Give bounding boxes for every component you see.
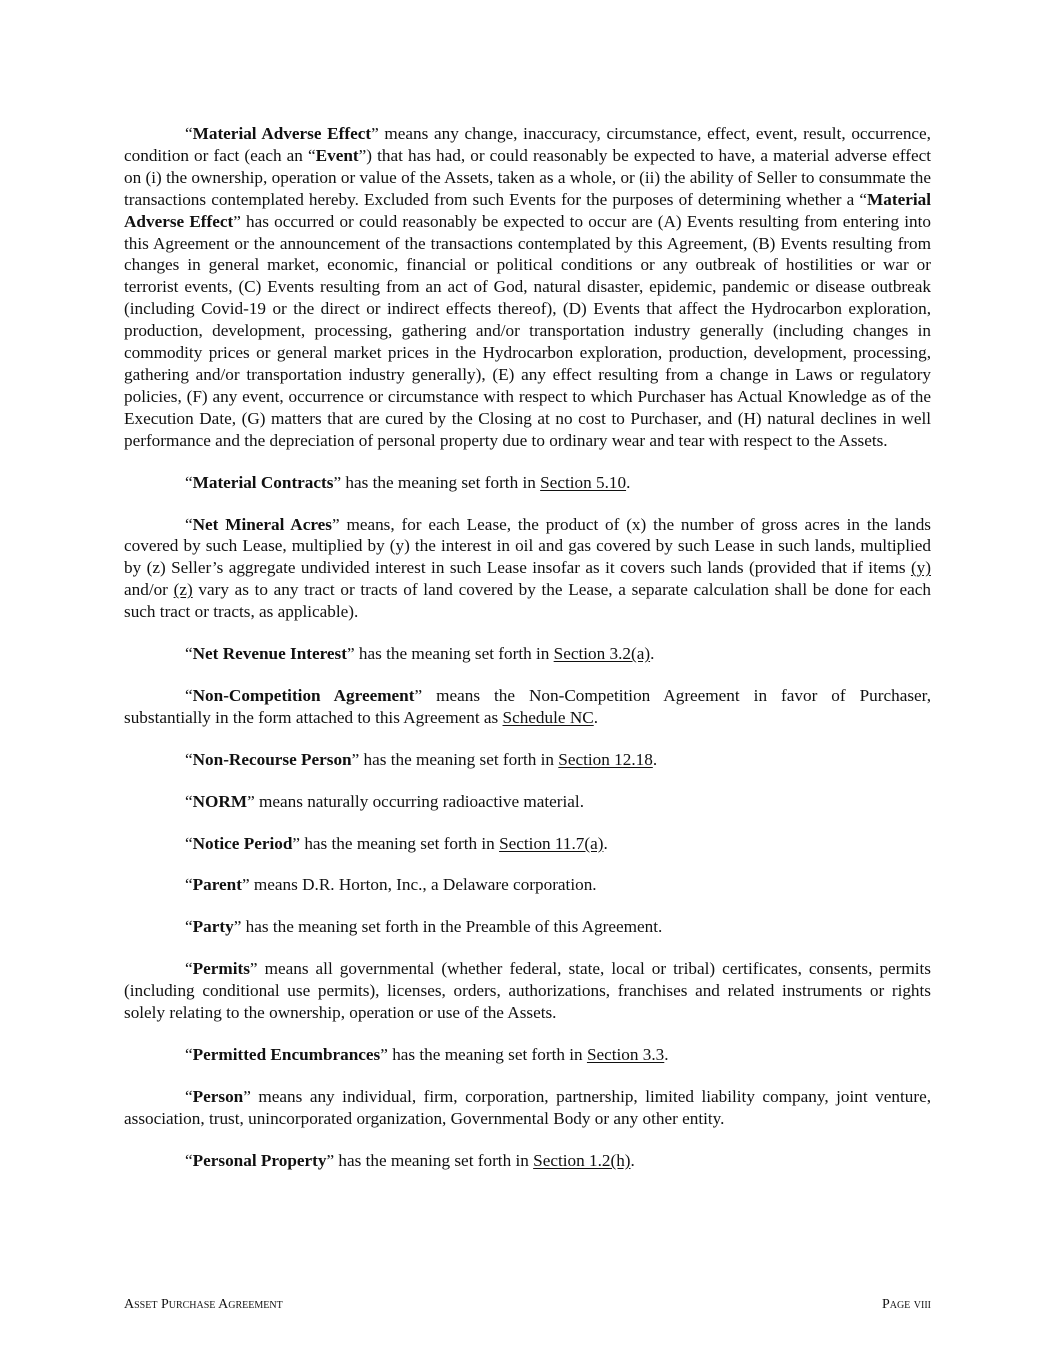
defined-term: Party [192,917,234,937]
defined-term: Material Adverse Effect [192,124,372,143]
defined-term: Non-Competition Agreement [192,685,415,705]
defined-term: Person [192,1086,244,1106]
definition-text: means naturally occurring radioactive material. [259,791,584,811]
definition-text: means D.R. Horton, Inc., a Delaware corporation. [253,875,597,895]
definition-text: means all governmental (whether federal, state, local or tribal) certificates, consents, permits (including conditional use permits), licenses, orders, authorizations, franchises and related instruments or rights solely relating to the ownership, operation or use of the Assets. [124,959,931,1023]
definition-text: . [593,707,598,727]
cross-reference-link: Section 11.7(a) [499,833,604,853]
document-page [124,123,931,1192]
defined-term: Net Revenue Interest [192,644,347,664]
definition-text: has the meaning set forth in [363,749,559,769]
defined-term: NORM [192,791,248,811]
definition-text: ” has occurred or could reasonably be expected to occur are (A) Events resulting from entering into this Agreement or the announcement of the transactions contemplated by this Agreement, (B) Events resulting from changes in general market, economic, financial or political conditions or any outbreak of hostilities or war or terrorist events, (C) Events resulting from an act of God, natural disaster, epidemic, pandemic or disease outbreak (including Covid-19 or the direct or indirect effects thereof), (D) Events that affect the Hydrocarbon exploration, production, development, processing, gathering and/or transportation industry generally (including changes in commodity prices or general market prices in the Hydrocarbon exploration, production, development, processing, gathering and/or transportation industry generally), (E) any effect resulting from a change in Laws or regulatory policies, (F) any event, occurrence or circumstance with respect to which Purchaser has Actual Knowledge as of the Execution Date, (G) matters that are cured by the Closing at no cost to Purchaser, and (H) natural declines in well performance and the depreciation of personal property due to ordinary wear and tear with respect to the Assets. [124,211,931,450]
definition-text: . [603,833,608,853]
definition-paragraph: “Permitted Encumbrances” has the meaning set forth in Section 3.3. [185,1045,669,1064]
definition-text: has the meaning set forth in [338,1150,534,1170]
definition-text: and/or [124,580,174,600]
defined-term: Event [315,145,359,165]
defined-term: Permitted Encumbrances [192,1045,381,1064]
definition-text: has the meaning set forth in [304,833,500,853]
cross-reference-link: Section 1.2(h) [533,1150,631,1170]
definition-text: ”) that has had, or could reasonably be expected to have, a material adverse effect on (i) the ownership, operation or value of the Assets, taken as a whole, or (ii) the ability of Seller to consummate the transactions contemplated hereby. Excluded from such Events for the purposes of determining whether a “ [124,145,931,209]
definition-paragraph: “Notice Period” has the meaning set forth in Section 11.7(a). [185,833,608,853]
defined-term: Material Adverse Effect [124,189,931,231]
defined-term: Permits [192,959,250,979]
definition-paragraph: “Party” has the meaning set forth in the Preamble of this Agreement. [185,917,663,937]
definition-text: means the Non-Competition Agreement in favor of Purchaser, substantially in the form attached to this Agreement as [124,685,931,727]
defined-term: Notice Period [192,833,293,853]
defined-term: Personal Property [192,1150,327,1170]
cross-reference-link: Schedule NC [502,707,594,727]
definition-paragraph: “Material Adverse Effect” means any change, inaccuracy, circumstance, effect, event, result, occurrence, condition or fact (each an “Event”) that has had, or could reasonably be expected to have, a material adverse effect on (i) the ownership, operation or value of the Assets, taken as a whole, or (ii) the ability of Seller to consummate the transactions contemplated hereby. Excluded from such Events for the purposes of determining whether a “Material Adverse Effect” has occurred or could reasonably be expected to occur are (A) Events resulting from entering into this Agreement or the announcement of the transactions contemplated by this Agreement, (B) Events resulting from changes in general market, economic, financial or political conditions or any outbreak of hostilities or war or terrorist events, (C) Events resulting from an act of God, natural disaster, epidemic, pandemic or disease outbreak (including Covid-19 or the direct or indirect effects thereof), (D) Events that affect the Hydrocarbon exploration, production, development, processing, gathering and/or transportation industry generally (including changes in commodity prices or general market prices in the Hydrocarbon exploration, production, development, processing, gathering and/or transportation industry generally), (E) any effect resulting from a change in Laws or regulatory policies, (F) any event, occurrence or circumstance with respect to which Purchaser has Actual Knowledge as of the Execution Date, (G) matters that are cured by the Closing at no cost to Purchaser, and (H) natural declines in well performance and the depreciation of personal property due to ordinary wear and tear with respect to the Assets. [124,124,931,450]
cross-reference-link: (z) [173,580,193,600]
definition-paragraph: “Material Contracts” has the meaning set forth in Section 5.10. [185,472,631,492]
defined-term: Material Contracts [192,472,334,492]
definition-paragraph: “Personal Property” has the meaning set forth in Section 1.2(h). [185,1150,635,1170]
cross-reference-link: Section 3.2(a) [553,644,651,664]
page-footer [124,1297,931,1313]
definition-paragraph: “Non-Competition Agreement” means the Non-Competition Agreement in favor of Purchaser, substantially in the form attached to this Agreement as Schedule NC. [124,685,931,727]
definition-text: . [630,1150,635,1170]
definition-text: means any individual, firm, corporation, partnership, limited liability company, joint venture, association, trust, unincorporated organization, Governmental Body or any other entity. [124,1086,931,1128]
definition-text: . [652,749,658,769]
definition-text: means any change, inaccuracy, circumstance, effect, event, result, occurrence, condition or fact (each an “ [124,124,931,165]
definition-paragraph: “Non-Recourse Person” has the meaning set forth in Section 12.18. [185,749,658,769]
footer-page-number: Page viii [881,1297,931,1312]
definition-text: means, for each Lease, the product of (x) the number of gross acres in the lands covered by such Lease, multiplied by (y) the interest in oil and gas covered by such Lease in such lands, multiplied by (z) Seller’s aggregate undivided interest in such Lease insofar as it covers such lands (provided that if items [124,514,931,578]
definition-text: has the meaning set forth in [345,472,541,492]
definition-text: has the meaning set forth in [358,644,554,664]
definition-paragraph: “Permits” means all governmental (whether federal, state, local or tribal) certificates, consents, permits (including conditional use permits), licenses, orders, authorizations, franchises and related instruments or rights solely relating to the ownership, operation or use of the Assets. [124,959,931,1023]
definition-text: has the meaning set forth in [392,1045,587,1064]
definition-text: vary as to any tract or tracts of land covered by the Lease, a separate calculation shall be done for each such tract or tracts, as applicable). [124,580,931,622]
definition-text: . [650,644,655,664]
definition-paragraph: “Person” means any individual, firm, corporation, partnership, limited liability company, joint venture, association, trust, unincorporated organization, Governmental Body or any other entity. [124,1086,931,1128]
cross-reference-link: Section 5.10 [540,472,627,492]
footer-document-title: Asset Purchase Agreement [124,1297,283,1312]
defined-term: Net Mineral Acres [192,514,332,534]
definition-paragraph: “NORM” means naturally occurring radioactive material. [185,791,584,811]
cross-reference-link: Section 12.18 [558,749,653,769]
definition-text: has the meaning set forth in the Preamble of this Agreement. [245,917,663,937]
definition-paragraph: “Net Mineral Acres” means, for each Lease, the product of (x) the number of gross acres in the lands covered by such Lease, multiplied by (y) the interest in oil and gas covered by such Lease in such lands, multiplied by (z) Seller’s aggregate undivided interest in such Lease insofar as it covers such lands (provided that if items (y) and/or (z) vary as to any tract or tracts of land covered by the Lease, a separate calculation shall be done for each such tract or tracts, as applicable). [124,514,931,622]
defined-term: Parent [192,875,242,895]
definition-paragraph: “Parent” means D.R. Horton, Inc., a Delaware corporation. [185,875,597,895]
cross-reference-link: Section 3.3 [586,1045,665,1064]
definition-text: . [626,472,631,492]
definition-paragraph: “Net Revenue Interest” has the meaning set forth in Section 3.2(a). [185,644,655,664]
defined-term: Non-Recourse Person [192,749,352,769]
cross-reference-link: (y) [910,558,931,578]
definition-text: . [664,1045,669,1064]
